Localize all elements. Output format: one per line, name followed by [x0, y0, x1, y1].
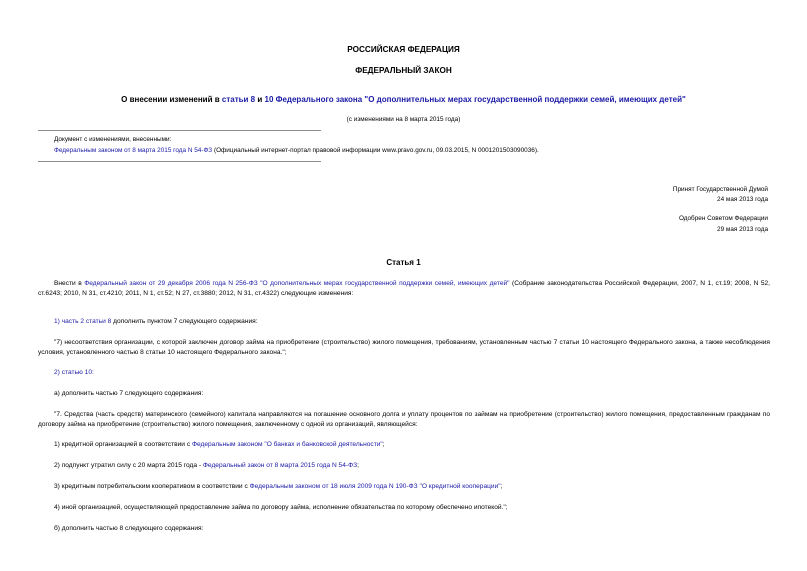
part-7-item-3-post: ;: [500, 483, 503, 490]
part-7-item-1-post: ;: [382, 441, 385, 448]
article-heading: Статья 1: [386, 258, 421, 267]
p1-link-law-256fz[interactable]: Федеральный закон от 29 декабря 2006 года N 256-ФЗ "О дополнительных мерах государственной поддержки семей, имеющих детей": [84, 280, 510, 287]
title-prefix: О внесении изменений в: [121, 95, 222, 104]
edition-note: (с изменениями на 8 марта 2015 года): [346, 116, 461, 123]
part-7-item-4: 4) иной организацией, осуществляющей предоставление займа по договору займа, исполнение обязательства по которому обеспечено ипотекой.";: [54, 504, 508, 511]
changes-intro: Документ с изменениями, внесенными:: [54, 136, 172, 143]
approved-federation-council-date: 29 мая 2013 года: [717, 226, 768, 233]
title-and: и: [255, 95, 265, 104]
item-2: [38, 368, 770, 378]
part-7-item-3-pre: 3) кредитным потребительским кооперативом в соответствии с: [54, 483, 250, 490]
changes-top-rule: [38, 130, 321, 131]
title-link-law[interactable]: Федерального закона "О дополнительных мерах государственной поддержки семей, имеющих детей": [273, 95, 686, 104]
part-7-item-1-link[interactable]: Федеральным законом "О банках и банковской деятельности": [191, 441, 383, 448]
law-type-heading: ФЕДЕРАЛЬНЫЙ ЗАКОН: [355, 66, 452, 75]
part-7-text: "7. Средства (часть средств) материнского (семейного) капитала направляются на погашение основного долга и уплату процентов по займам на приобретение (строительство) жилого помещения, предоставленным гражданам по договору займа на приобретение (строительство) жилого помещения, заключенному с одной из организаций, являющейся:: [38, 411, 770, 429]
subitem-a: а) дополнить частью 7 следующего содержания:: [54, 390, 204, 397]
part-7-item-1-pre: 1) кредитной организацией в соответствии с: [54, 441, 192, 448]
title-link-article-8[interactable]: статьи 8: [221, 95, 256, 104]
item-1-text: дополнить пунктом 7 следующего содержания:: [111, 318, 258, 325]
part-7-item-2-pre: 2) подпункт утратил силу с 20 марта 2015 года -: [54, 462, 203, 469]
adopted-duma: Принят Государственной Думой: [672, 186, 768, 193]
part-7-item-1: [38, 440, 770, 450]
article-paragraph-intro: [38, 279, 770, 299]
changes-bottom-rule: [38, 161, 321, 162]
changes-source: [54, 146, 539, 155]
approved-federation-council: Одобрен Советом Федерации: [678, 215, 768, 222]
changes-source-suffix: (Официальный интернет-портал правовой информации www.pravo.gov.ru, 09.03.2015, N 0001201503090036).: [212, 147, 539, 154]
part-7-item-3: [38, 482, 770, 492]
country-heading: РОССИЙСКАЯ ФЕДЕРАЦИЯ: [347, 45, 460, 54]
adopted-duma-date: 24 мая 2013 года: [717, 196, 768, 203]
subitem-b: б) дополнить частью 8 следующего содержания:: [54, 525, 204, 532]
p1-text-post: (Собрание законодательства Российской Федерации, 2007, N 1, ст.19; 2008, N 52, ст.6243; 2010, N 31, ст.4210; 2011, N 1, ст.52; N 27, ст.3880; 2012, N 31, ст.4322) следующие изменения:: [38, 280, 771, 298]
part-7-item-3-link[interactable]: Федеральным законом от 18 июля 2009 года N 190-ФЗ "О кредитной кооперации": [249, 483, 501, 490]
changes-link-law-54fz[interactable]: Федеральным законом от 8 марта 2015 года N 54-ФЗ: [54, 147, 213, 154]
item-2-link[interactable]: 2) статью 10:: [54, 369, 94, 376]
part-7-item-2-post: ;: [357, 462, 359, 469]
item-1-quote: "7) несоответствия организации, с которой заключен договор займа на приобретение (строительство) жилого помещения, требованиям, установленным частью 7 статьи 10 настоящего Федерального закона, а также несоблюдения условия, установленного частью 8 статьи 10 настоящего Федерального закона.";: [38, 339, 770, 357]
title-link-article-10[interactable]: 10: [264, 95, 274, 104]
item-1: [38, 317, 770, 327]
part-7-item-2: [38, 461, 770, 471]
p1-text-pre: Внести в: [54, 280, 85, 287]
part-7-item-2-link[interactable]: Федеральный закон от 8 марта 2015 года N 54-ФЗ: [202, 462, 358, 469]
law-title: [0, 95, 807, 104]
item-1-link[interactable]: 1) часть 2 статьи 8: [54, 318, 112, 325]
